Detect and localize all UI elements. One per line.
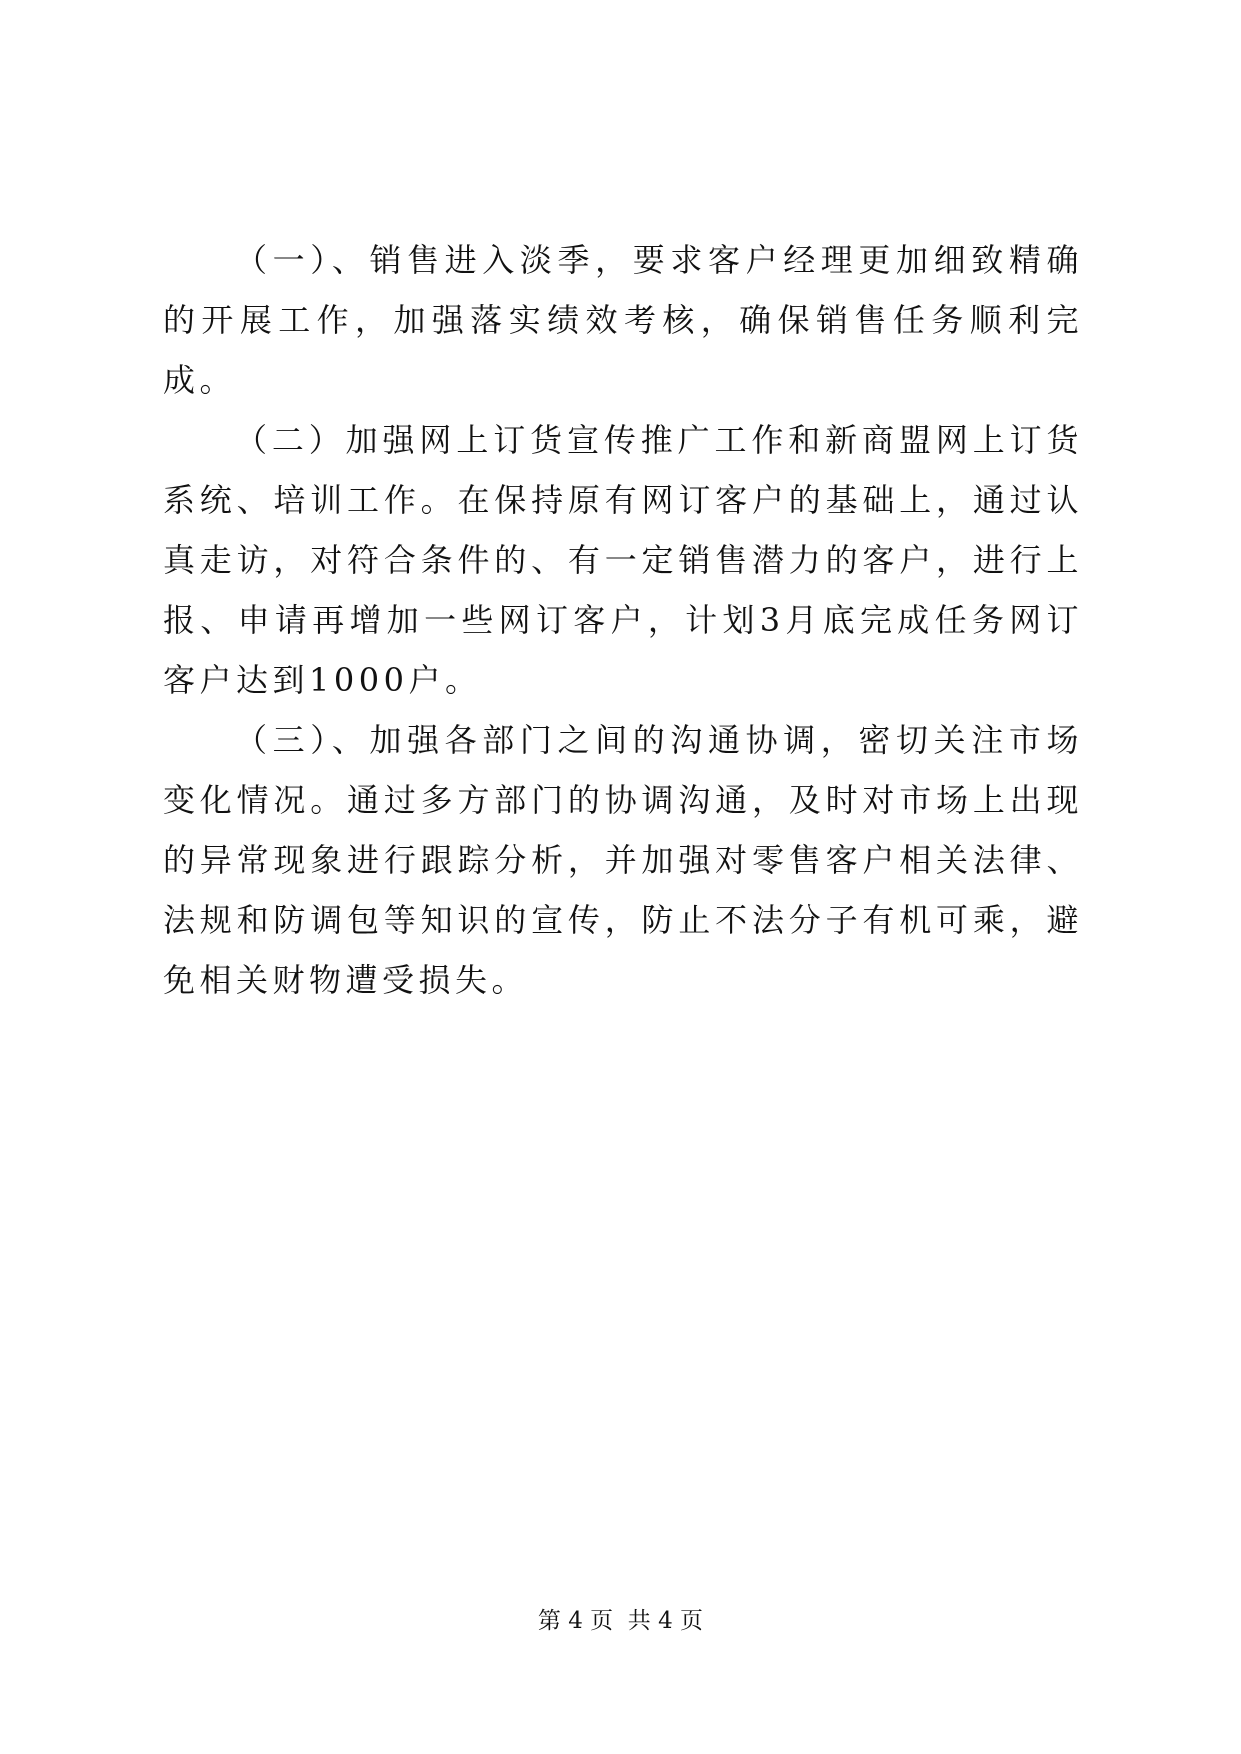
page-number: 第 4 页 共 4 页 bbox=[537, 1608, 704, 1634]
paragraph-2: （二）加强网上订货宣传推广工作和新商盟网上订货系统、培训工作。在保持原有网订客户的基础上，通过认真走访，对符合条件的、有一定销售潜力的客户，进行上报、申请再增加一些网订客户，计划3月底完成任务网订客户达到1000户。 bbox=[163, 421, 1083, 699]
page-footer bbox=[0, 1606, 1241, 1636]
paragraph-1: （一）、销售进入淡季，要求客户经理更加细致精确的开展工作，加强落实绩效考核，确保销售任务顺利完成。 bbox=[163, 241, 1083, 399]
paragraph-3: （三）、加强各部门之间的沟通协调，密切关注市场变化情况。通过多方部门的协调沟通，及时对市场上出现的异常现象进行跟踪分析，并加强对零售客户相关法律、法规和防调包等知识的宣传，防止不法分子有机可乘，避免相关财物遭受损失。 bbox=[163, 721, 1083, 999]
document-body bbox=[163, 230, 1083, 1010]
